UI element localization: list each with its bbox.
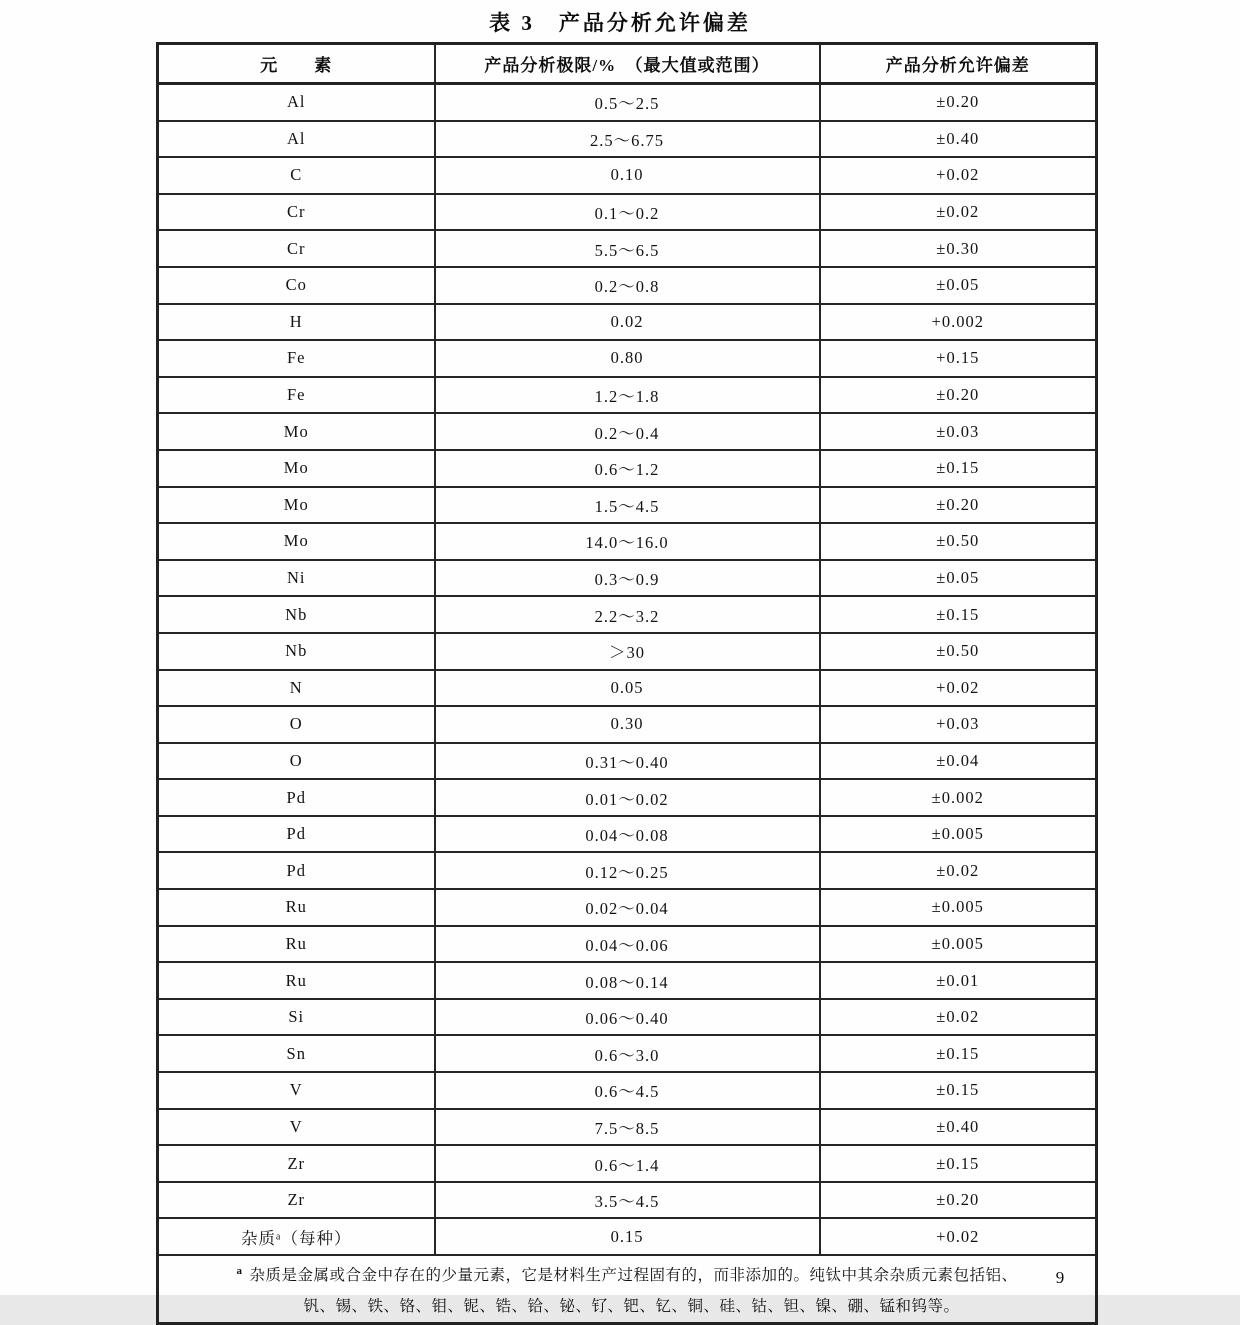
table-row [158, 157, 1097, 194]
limit-cell: 0.6～1.2 [435, 450, 820, 487]
table-row [158, 560, 1097, 597]
deviation-cell: ±0.04 [820, 743, 1097, 780]
table-row [158, 1218, 1097, 1255]
table-row [158, 1109, 1097, 1146]
element-cell: Ru [158, 889, 435, 926]
limit-cell: 0.06～0.40 [435, 999, 820, 1036]
limit-cell: ＞30 [435, 633, 820, 670]
table-row [158, 267, 1097, 304]
header-deviation: 产品分析允许偏差 [820, 44, 1097, 84]
table-row [158, 1182, 1097, 1219]
element-cell: Sn [158, 1035, 435, 1072]
table-row [158, 340, 1097, 377]
limit-cell: 0.04～0.06 [435, 926, 820, 963]
deviation-cell: ±0.20 [820, 487, 1097, 524]
table-row [158, 706, 1097, 743]
footnote-cell [158, 1255, 1097, 1324]
limit-cell: 0.80 [435, 340, 820, 377]
table-row [158, 377, 1097, 414]
header-row [158, 44, 1097, 84]
limit-cell: 0.6～3.0 [435, 1035, 820, 1072]
table-row [158, 670, 1097, 707]
element-cell: Mo [158, 413, 435, 450]
element-cell: O [158, 743, 435, 780]
deviation-cell: ±0.50 [820, 633, 1097, 670]
element-cell: Fe [158, 340, 435, 377]
analysis-table [156, 42, 1098, 1325]
deviation-cell: ±0.40 [820, 121, 1097, 158]
table-title: 表 3 产品分析允许偏差 [489, 11, 751, 35]
table-row [158, 304, 1097, 341]
element-cell: Ru [158, 962, 435, 999]
limit-cell: 0.05 [435, 670, 820, 707]
deviation-cell: ±0.002 [820, 779, 1097, 816]
element-cell: V [158, 1109, 435, 1146]
element-cell: Al [158, 121, 435, 158]
deviation-cell: +0.02 [820, 1218, 1097, 1255]
table-row [158, 487, 1097, 524]
element-cell: Si [158, 999, 435, 1036]
element-cell: V [158, 1072, 435, 1109]
deviation-cell: ±0.02 [820, 852, 1097, 889]
limit-cell: 0.12～0.25 [435, 852, 820, 889]
element-cell: O [158, 706, 435, 743]
limit-cell: 0.10 [435, 157, 820, 194]
limit-cell: 0.6～1.4 [435, 1145, 820, 1182]
element-cell: Zr [158, 1145, 435, 1182]
element-cell: Cr [158, 230, 435, 267]
header-limit: 产品分析极限/% （最大值或范围） [435, 44, 820, 84]
deviation-cell: ±0.02 [820, 999, 1097, 1036]
deviation-cell: ±0.15 [820, 1072, 1097, 1109]
deviation-cell: ±0.15 [820, 450, 1097, 487]
element-cell: Al [158, 84, 435, 121]
deviation-cell: ±0.20 [820, 84, 1097, 121]
deviation-cell: ±0.05 [820, 267, 1097, 304]
limit-cell: 2.2～3.2 [435, 596, 820, 633]
deviation-cell: ±0.03 [820, 413, 1097, 450]
footnote-line-1 [159, 1256, 1095, 1291]
table-row [158, 889, 1097, 926]
limit-cell: 0.31～0.40 [435, 743, 820, 780]
limit-cell: 0.5～2.5 [435, 84, 820, 121]
element-cell: Zr [158, 1182, 435, 1219]
limit-cell: 0.02 [435, 304, 820, 341]
limit-cell: 0.02～0.04 [435, 889, 820, 926]
limit-cell: 0.6～4.5 [435, 1072, 820, 1109]
table-row [158, 779, 1097, 816]
element-cell: Mo [158, 450, 435, 487]
footnote-row [158, 1255, 1097, 1324]
limit-cell: 3.5～4.5 [435, 1182, 820, 1219]
table-row [158, 999, 1097, 1036]
element-cell: N [158, 670, 435, 707]
element-cell: Mo [158, 523, 435, 560]
limit-cell: 0.15 [435, 1218, 820, 1255]
deviation-cell: ±0.15 [820, 1035, 1097, 1072]
deviation-cell: ±0.05 [820, 560, 1097, 597]
element-cell: H [158, 304, 435, 341]
table-body [158, 84, 1097, 1256]
limit-cell: 2.5～6.75 [435, 121, 820, 158]
limit-cell: 7.5～8.5 [435, 1109, 820, 1146]
deviation-cell: ±0.20 [820, 377, 1097, 414]
page-number: 9 [1055, 1268, 1065, 1287]
limit-cell: 1.5～4.5 [435, 487, 820, 524]
deviation-cell: ±0.15 [820, 596, 1097, 633]
table-row [158, 926, 1097, 963]
element-cell: Nb [158, 633, 435, 670]
analysis-table-container [156, 42, 1095, 1325]
header-element: 元 素 [158, 44, 435, 84]
limit-cell: 0.1～0.2 [435, 194, 820, 231]
table-row [158, 633, 1097, 670]
deviation-cell: ±0.005 [820, 926, 1097, 963]
limit-cell: 1.2～1.8 [435, 377, 820, 414]
element-cell: Pd [158, 816, 435, 853]
limit-cell: 5.5～6.5 [435, 230, 820, 267]
deviation-cell: ±0.005 [820, 889, 1097, 926]
table-row [158, 596, 1097, 633]
footnote-marker: a [236, 1265, 243, 1277]
deviation-cell: ±0.01 [820, 962, 1097, 999]
table-header [158, 44, 1097, 84]
deviation-cell: ±0.40 [820, 1109, 1097, 1146]
element-cell: Pd [158, 779, 435, 816]
table-row [158, 1035, 1097, 1072]
table-row [158, 523, 1097, 560]
table-row [158, 194, 1097, 231]
table-row [158, 84, 1097, 121]
table-row [158, 121, 1097, 158]
limit-cell: 0.08～0.14 [435, 962, 820, 999]
limit-cell: 0.30 [435, 706, 820, 743]
table-row [158, 230, 1097, 267]
limit-cell: 0.2～0.8 [435, 267, 820, 304]
deviation-cell: ±0.30 [820, 230, 1097, 267]
element-cell: Pd [158, 852, 435, 889]
table-row [158, 413, 1097, 450]
limit-cell: 0.3～0.9 [435, 560, 820, 597]
element-cell: C [158, 157, 435, 194]
deviation-cell: +0.02 [820, 157, 1097, 194]
deviation-cell: ±0.02 [820, 194, 1097, 231]
table-row [158, 852, 1097, 889]
limit-cell: 0.04～0.08 [435, 816, 820, 853]
table-row [158, 816, 1097, 853]
deviation-cell: +0.02 [820, 670, 1097, 707]
limit-cell: 0.2～0.4 [435, 413, 820, 450]
element-cell: 杂质ᵃ（每种） [158, 1218, 435, 1255]
deviation-cell: ±0.15 [820, 1145, 1097, 1182]
element-cell: Nb [158, 596, 435, 633]
element-cell: Mo [158, 487, 435, 524]
limit-cell: 14.0～16.0 [435, 523, 820, 560]
table-row [158, 962, 1097, 999]
deviation-cell: +0.15 [820, 340, 1097, 377]
element-cell: Co [158, 267, 435, 304]
footnote-line-2: 钒、锡、铁、铬、钼、铌、锆、铪、铋、钌、钯、钇、铜、硅、钴、钽、镍、硼、锰和钨等。 [303, 1298, 960, 1316]
element-cell: Ni [158, 560, 435, 597]
element-cell: Cr [158, 194, 435, 231]
table-footer [158, 1255, 1097, 1324]
deviation-cell: ±0.20 [820, 1182, 1097, 1219]
element-cell: Fe [158, 377, 435, 414]
table-row [158, 743, 1097, 780]
footnote-text-1: 杂质是金属或合金中存在的少量元素，它是材料生产过程固有的，而非添加的。纯钛中其余杂质元素包括铝、 [249, 1267, 1018, 1285]
element-cell: Ru [158, 926, 435, 963]
table-row [158, 450, 1097, 487]
deviation-cell: ±0.50 [820, 523, 1097, 560]
deviation-cell: +0.002 [820, 304, 1097, 341]
deviation-cell: +0.03 [820, 706, 1097, 743]
deviation-cell: ±0.005 [820, 816, 1097, 853]
table-row [158, 1145, 1097, 1182]
limit-cell: 0.01～0.02 [435, 779, 820, 816]
table-row [158, 1072, 1097, 1109]
